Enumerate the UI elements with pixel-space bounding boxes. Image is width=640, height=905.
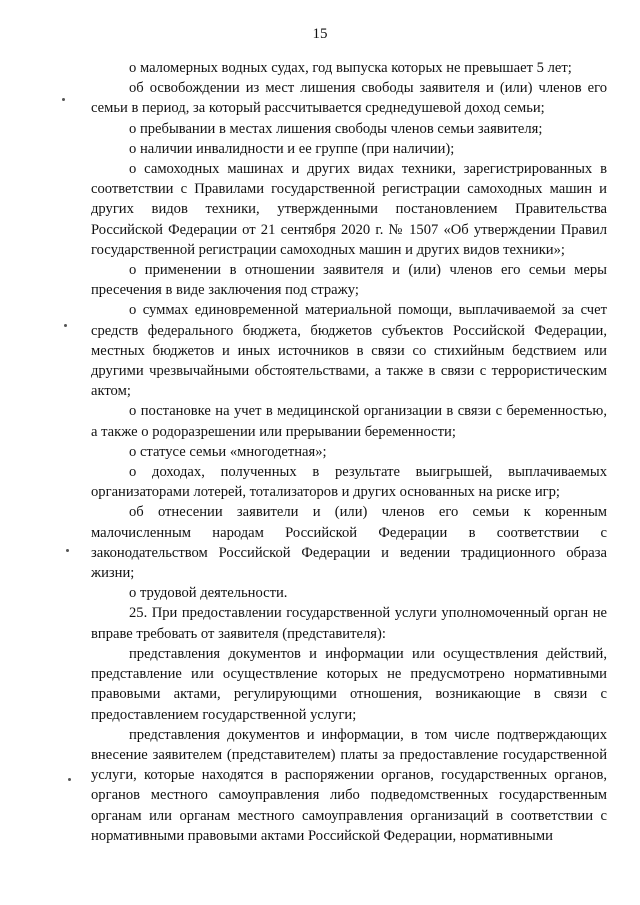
- paragraph: об освобождении из мест лишения свободы заявителя и (или) членов его семьи в период, за который рассчитывается среднедушевой доход семьи;: [91, 80, 607, 117]
- paragraph: представления документов и информации, в том числе подтверждающих внесение заявителем (представителем) платы за предоставление государственной услуги, которые находятся в распоряжении органов, государственных органов, органов местного самоуправления либо подведомственных государственным органам или органам местного самоуправления организаций в соответствии с нормативными правовыми актами Российской Федерации, нормативными: [91, 726, 607, 844]
- page-number: 15: [312, 26, 328, 42]
- paragraph: 25. При предоставлении государственной услуги уполномоченный орган не вправе требовать от заявителя (представителя):: [91, 605, 607, 642]
- margin-dot: [64, 324, 67, 327]
- paragraph: о самоходных машинах и других видах техники, зарегистрированных в соответствии с Правилами государственной регистрации самоходных машин и других видов техники, утвержденными постановлением Правительства Российской Федерации от 21 сентября 2020 г. № 1507 «Об утверждении Правил государственной регистрации самоходных машин и других видов техники»;: [91, 161, 607, 258]
- paragraph: о наличии инвалидности и ее группе (при наличии);: [129, 140, 455, 157]
- paragraph: о маломерных водных судах, год выпуска которых не превышает 5 лет;: [129, 60, 572, 76]
- paragraph: о суммах единовременной материальной помощи, выплачиваемой за счет средств федерального бюджета, бюджетов субъектов Российской Федерации, местных бюджетов и иных источников в связи со стихийным бедствием или другими чрезвычайными обстоятельствами, а также в связи с террористическим актом;: [91, 302, 607, 400]
- margin-dot: [62, 98, 65, 101]
- paragraph: о статусе семьи «многодетная»;: [129, 443, 327, 460]
- paragraph: о пребывании в местах лишения свободы членов семьи заявителя;: [129, 120, 543, 137]
- paragraph: о доходах, полученных в результате выигрышей, выплачиваемых организаторами лотерей, тотализаторов и других основанных на риске игр;: [91, 464, 607, 501]
- margin-dot: [66, 549, 69, 552]
- document-body: [91, 58, 607, 846]
- margin-dot: [68, 778, 71, 781]
- paragraph: об отнесении заявители и (или) членов его семьи к коренным малочисленным народам Российской Федерации в соответствии с законодательством Российской Федерации и ведении традиционного образа жизни;: [91, 504, 607, 582]
- paragraph: о постановке на учет в медицинской организации в связи с беременностью, а также о родоразрешении или прерывании беременности;: [91, 403, 607, 440]
- paragraph: о трудовой деятельности.: [129, 585, 288, 602]
- paragraph: представления документов и информации или осуществления действий, представление или осуществление которых не предусмотрено нормативными правовыми актами, регулирующими отношения, возникающие в связи с предоставлением государственной услуги;: [91, 645, 607, 723]
- paragraph: о применении в отношении заявителя и (или) членов его семьи меры пресечения в виде заключения под стражу;: [91, 262, 607, 299]
